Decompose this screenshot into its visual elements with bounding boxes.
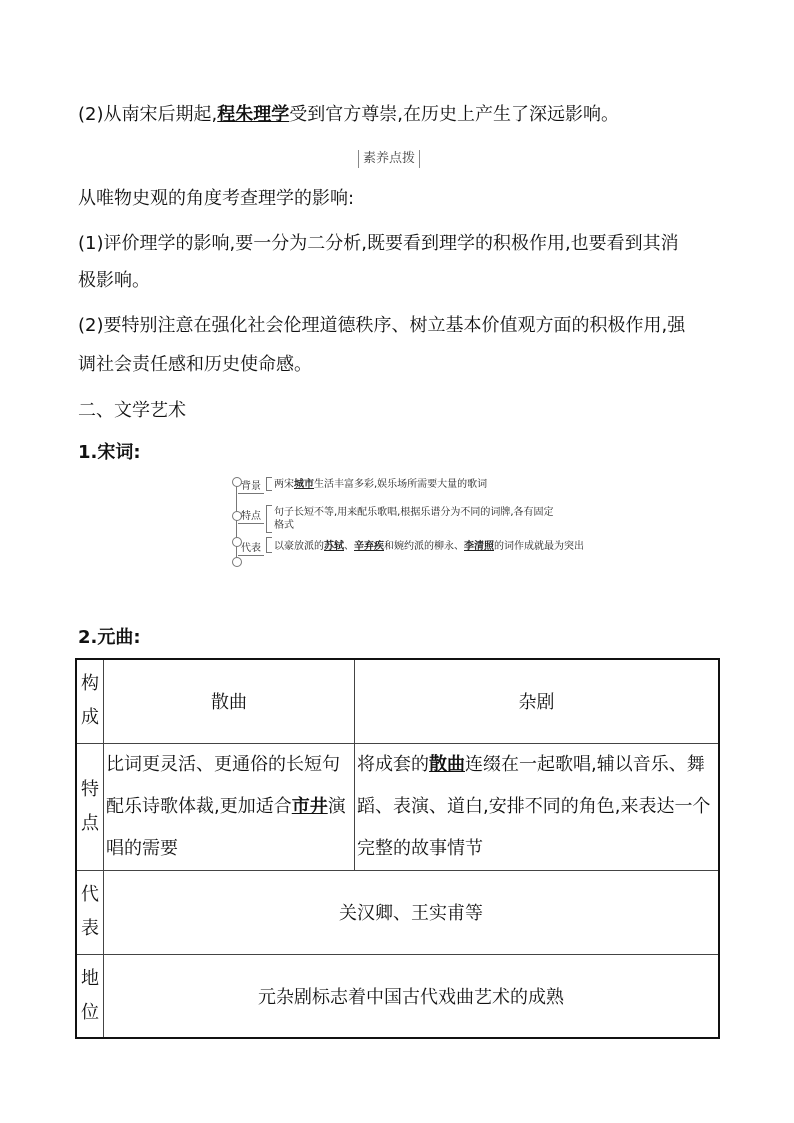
intro-text: 从唯物史观的角度考查理学的影响: <box>78 188 355 209</box>
text: 的词作成就最为突出 <box>494 541 584 552</box>
text: 比词更灵活、更通俗的长短句配乐诗歌体裁,更加适合 <box>106 753 340 817</box>
row-header-features <box>76 743 104 870</box>
label-background: 背景 <box>238 477 264 494</box>
text: 地 <box>81 967 99 989</box>
keyword-underline: 李清照 <box>464 541 494 552</box>
table-row <box>76 659 719 743</box>
text: 生活丰富多彩,娱乐场所需要大量的歌词 <box>314 479 488 490</box>
text: 代 <box>81 884 99 905</box>
text: 成 <box>81 707 99 729</box>
row-header-representatives <box>76 870 104 954</box>
label-features: 特点 <box>238 507 264 524</box>
text: 表 <box>81 918 99 939</box>
section-title: 二、文学艺术 <box>78 400 186 421</box>
bracket <box>266 477 272 491</box>
diagram-spine <box>236 481 237 561</box>
features-text: 句子长短不等,用来配乐歌唱,根据乐谱分为不同的词牌,各有固定格式 <box>274 507 554 531</box>
bracket <box>266 537 272 553</box>
keyword-underline: 程朱理学 <box>217 104 290 125</box>
table-row <box>76 870 719 954</box>
point-1-line-2: 极影响。 <box>78 270 150 291</box>
background-text <box>274 478 584 491</box>
keyword-underline: 苏轼 <box>324 541 344 552</box>
table-row <box>76 743 719 870</box>
cell-zaju-features <box>355 743 720 870</box>
section-tag: 素养点拨 <box>358 150 420 168</box>
point-1-line-1: (1)评价理学的影响,要一分为二分析,既要看到理学的积极作用,也要看到其消 <box>78 233 679 254</box>
keyword-underline: 市井 <box>291 795 328 817</box>
text: 构 <box>81 673 99 695</box>
cell-sanqu-features <box>104 743 355 870</box>
point-2-line-1: (2)要特别注意在强化社会伦理道德秩序、树立基本价值观方面的积极作用,强 <box>78 315 686 336</box>
text: 演唱的需要 <box>106 795 346 859</box>
text: 以豪放派的 <box>274 541 324 552</box>
text: 位 <box>81 1001 99 1023</box>
row-header-status <box>76 954 104 1038</box>
text: 、 <box>344 541 354 552</box>
label-representatives: 代表 <box>238 539 264 556</box>
text: 特 <box>81 778 99 800</box>
cell-sanqu: 散曲 <box>104 659 355 743</box>
table-row <box>76 954 719 1038</box>
text: 受到官方尊崇,在历史上产生了深远影响。 <box>289 104 619 125</box>
text: (2)从南宋后期起, <box>78 104 218 125</box>
yuanqu-heading: 2.元曲: <box>78 627 141 648</box>
text: 和婉约派的柳永、 <box>384 541 464 552</box>
point-2-line-2: 调社会责任感和历史使命感。 <box>78 354 312 375</box>
row-header-composition <box>76 659 104 743</box>
representatives-text <box>274 540 584 553</box>
keyword-underline: 城市 <box>294 479 314 490</box>
songci-heading: 1.宋词: <box>78 442 141 463</box>
diagram-node <box>232 557 242 567</box>
text: 将成套的 <box>357 753 429 775</box>
paragraph-lixue-influence <box>78 102 722 128</box>
text: 两宋 <box>274 479 294 490</box>
cell-zaju: 杂剧 <box>355 659 720 743</box>
yuanqu-table <box>75 658 720 1039</box>
cell-representatives: 关汉卿、王实甫等 <box>104 870 720 954</box>
songci-diagram <box>228 473 588 569</box>
text: 点 <box>81 812 99 834</box>
cell-status: 元杂剧标志着中国古代戏曲艺术的成熟 <box>104 954 720 1038</box>
bracket <box>266 505 272 533</box>
text: 连缀在一起歌唱,辅以音乐、舞蹈、表演、道白,安排不同的角色,来表达一个完整的故事情节 <box>357 753 711 859</box>
keyword-underline: 散曲 <box>429 753 465 775</box>
keyword-underline: 辛弃疾 <box>354 541 384 552</box>
